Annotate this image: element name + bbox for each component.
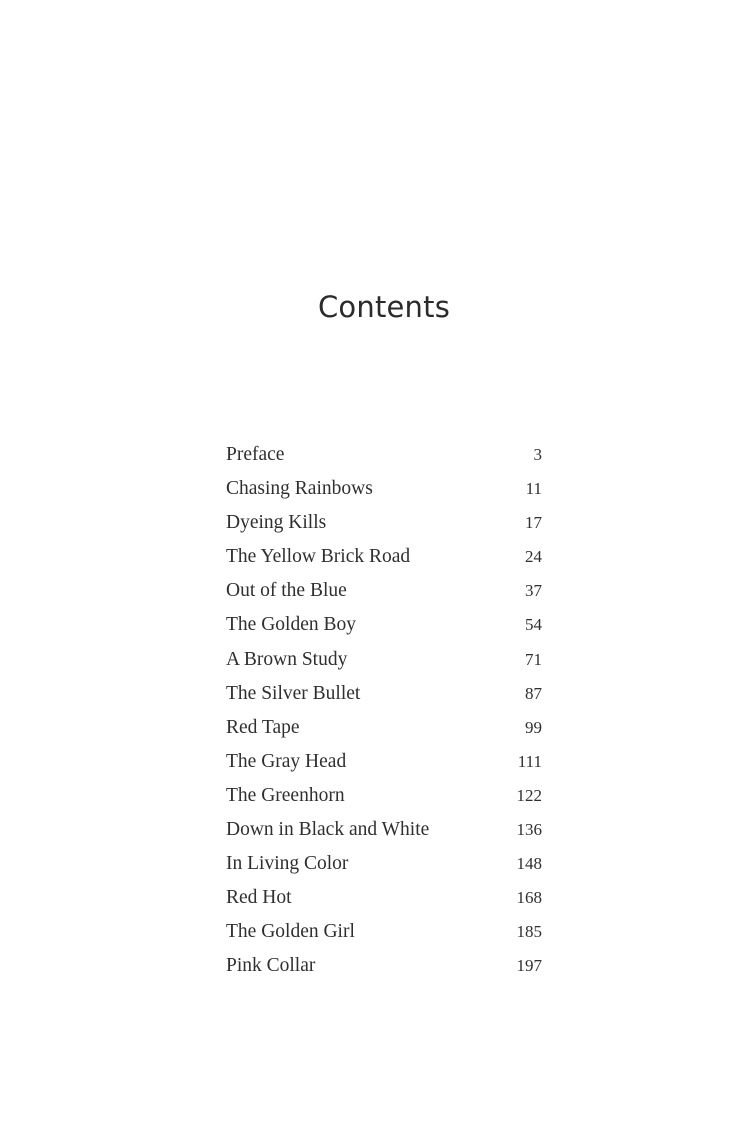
toc-entry	[226, 921, 542, 955]
toc-entry-page: 168	[516, 888, 542, 908]
table-of-contents	[226, 444, 542, 990]
toc-entry-title: The Greenhorn	[226, 784, 345, 806]
toc-entry-page: 197	[516, 956, 542, 976]
page-title: Contents	[317, 290, 451, 324]
toc-entry	[226, 751, 542, 785]
toc-entry-title: Down in Black and White	[226, 819, 430, 841]
toc-entry-title: Pink Collar	[226, 955, 316, 977]
toc-entry-page: 87	[525, 683, 542, 703]
toc-entry-page: 185	[516, 922, 542, 942]
toc-entry-page: 37	[525, 581, 542, 601]
toc-entry	[226, 717, 542, 751]
toc-entry-page: 17	[525, 513, 542, 533]
toc-entry	[226, 512, 542, 546]
toc-entry-page: 71	[525, 649, 542, 669]
toc-entry-title: The Silver Bullet	[226, 682, 361, 704]
toc-entry	[226, 887, 542, 921]
toc-entry	[226, 819, 542, 853]
toc-entry-title: A Brown Study	[226, 648, 348, 670]
toc-entry-page: 148	[516, 854, 542, 874]
toc-entry	[226, 649, 542, 683]
toc-entry-page: 54	[525, 615, 542, 635]
toc-entry-title: The Gray Head	[226, 750, 347, 772]
toc-entry-page: 136	[516, 820, 542, 840]
toc-entry-title: Chasing Rainbows	[226, 478, 373, 500]
toc-entry	[226, 614, 542, 648]
toc-entry-title: Preface	[226, 444, 285, 465]
toc-entry	[226, 546, 542, 580]
toc-entry-page: 111	[517, 751, 542, 771]
toc-entry-title: Out of the Blue	[226, 580, 347, 602]
toc-entry-page: 122	[516, 785, 542, 805]
toc-entry	[226, 478, 542, 512]
toc-entry	[226, 853, 542, 887]
toc-entry-page: 3	[533, 445, 542, 464]
toc-entry-title: The Golden Boy	[226, 614, 356, 636]
toc-entry	[226, 683, 542, 717]
toc-entry-page: 11	[525, 479, 542, 499]
toc-entry-title: The Yellow Brick Road	[226, 546, 411, 568]
toc-entry-page: 99	[525, 717, 542, 737]
toc-entry	[226, 785, 542, 819]
toc-entry-title: Red Tape	[226, 716, 300, 738]
toc-entry-title: In Living Color	[226, 853, 349, 875]
toc-entry-title: The Golden Girl	[226, 921, 355, 943]
toc-entry	[226, 444, 542, 478]
toc-entry	[226, 580, 542, 614]
toc-entry-title: Dyeing Kills	[226, 512, 327, 534]
toc-entry-title: Red Hot	[226, 887, 292, 909]
toc-entry	[226, 955, 542, 989]
toc-entry-page: 24	[525, 547, 542, 567]
